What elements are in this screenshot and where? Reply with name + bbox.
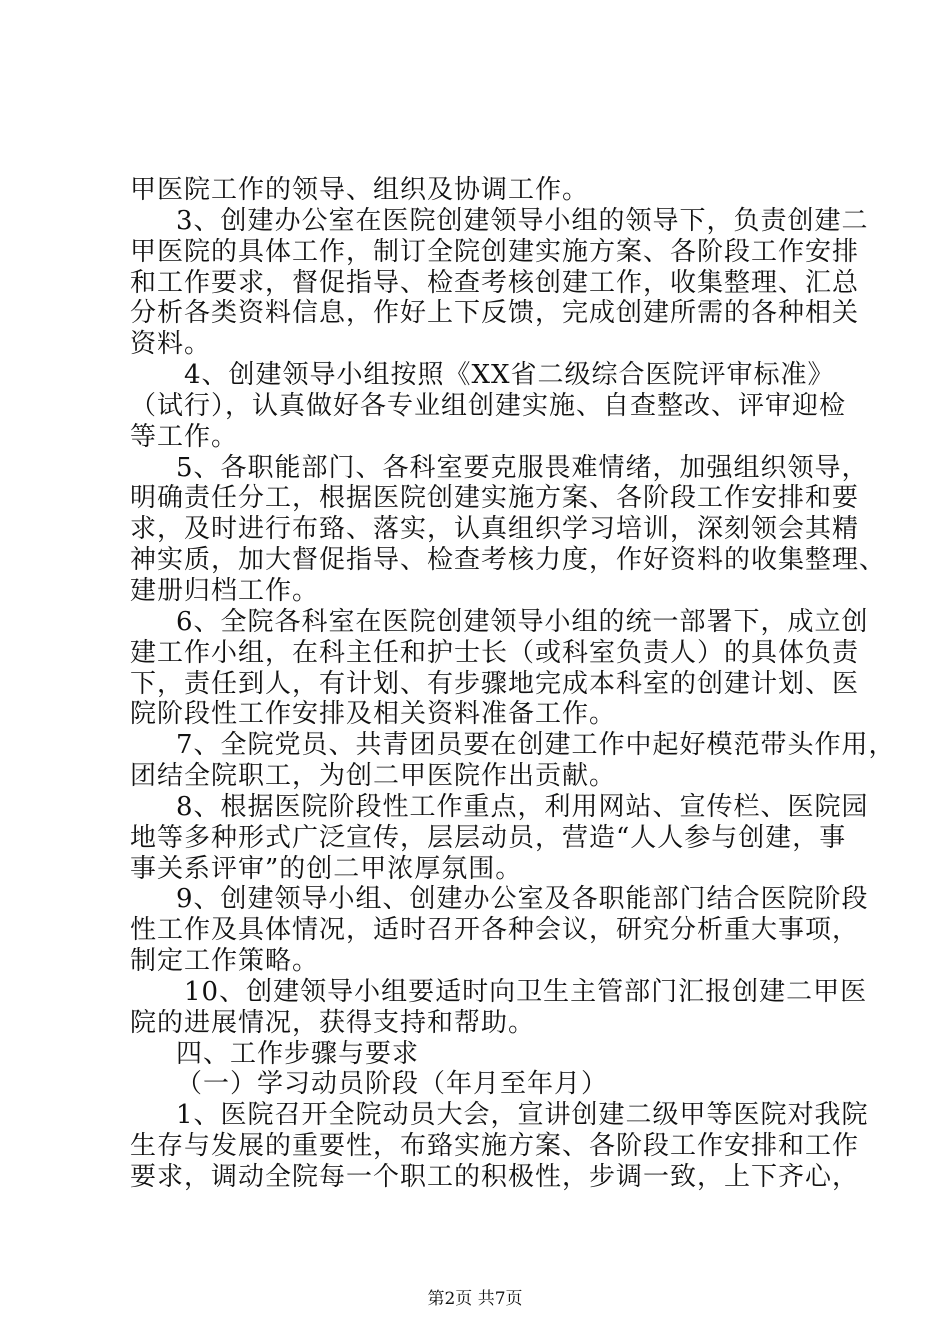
text-line: 制定工作策略。 (130, 946, 320, 976)
text-line: 7、全院党员、共青团员要在创建工作中起好模范带头作用， (176, 730, 896, 760)
text-line: 要求，调动全院每一个职工的积极性，步调一致，上下齐心， (130, 1162, 860, 1192)
text-line: 建册归档工作。 (130, 576, 320, 606)
text-line: 院的进展情况，获得支持和帮助。 (130, 1008, 536, 1038)
text-line: 10、创建领导小组要适时向卫生主管部门汇报创建二甲医 (184, 977, 868, 1007)
section-heading: 四、工作步骤与要求 (176, 1039, 420, 1069)
text-line: 团结全院职工，为创二甲医院作出贡献。 (130, 761, 617, 791)
text-line: 3、创建办公室在医院创建领导小组的领导下，负责创建二 (176, 206, 869, 236)
text-line: 6、全院各科室在医院创建领导小组的统一部署下，成立创 (176, 607, 869, 637)
text-line: 下，责任到人，有计划、有步骤地完成本科室的创建计划、医 (130, 669, 860, 699)
text-line: 和工作要求，督促指导、检查考核创建工作，收集整理、汇总 (130, 268, 860, 298)
text-line: 求，及时进行布臵、落实，认真组织学习培训，深刻领会其精 (130, 514, 860, 544)
text-line: 地等多种形式广泛宣传，层层动员，营造“人人参与创建，事 (130, 823, 847, 853)
text-line: 性工作及具体情况，适时召开各种会议，研究分析重大事项， (130, 915, 860, 945)
text-line: 院阶段性工作安排及相关资料准备工作。 (130, 699, 617, 729)
text-line: 9、创建领导小组、创建办公室及各职能部门结合医院阶段 (176, 884, 869, 914)
text-line: （试行），认真做好各专业组创建实施、自查整改、评审迎检 (130, 391, 847, 421)
text-line: 8、根据医院阶段性工作重点，利用网站、宣传栏、医院园 (176, 792, 869, 822)
subsection-heading: （一）学习动员阶段（年月至年月） (176, 1069, 609, 1099)
text-line: 建工作小组，在科主任和护士长（或科室负责人）的具体负责 (130, 638, 860, 668)
text-line: 等工作。 (130, 422, 239, 452)
page-footer: 第2页 共7页 (427, 1289, 523, 1309)
text-line: 甲医院工作的领导、组织及协调工作。 (130, 175, 590, 205)
text-line: 5、各职能部门、各科室要克服畏难情绪，加强组织领导， (176, 453, 869, 483)
text-line: 甲医院的具体工作，制订全院创建实施方案、各阶段工作安排 (130, 237, 860, 267)
text-line: 生存与发展的重要性，布臵实施方案、各阶段工作安排和工作 (130, 1131, 860, 1161)
text-line: 明确责任分工，根据医院创建实施方案、各阶段工作安排和要 (130, 483, 860, 513)
text-line: 事关系评审”的创二甲浓厚氛围。 (130, 854, 523, 884)
text-line: 神实质，加大督促指导、检查考核力度，作好资料的收集整理、 (130, 545, 887, 575)
text-line: 资料。 (130, 329, 212, 359)
text-line: 分析各类资料信息，作好上下反馈，完成创建所需的各种相关 (130, 298, 860, 328)
text-line: 1、医院召开全院动员大会，宣讲创建二级甲等医院对我院 (176, 1100, 869, 1130)
text-line: 4、创建领导小组按照《XX省二级综合医院评审标准》 (184, 360, 835, 390)
